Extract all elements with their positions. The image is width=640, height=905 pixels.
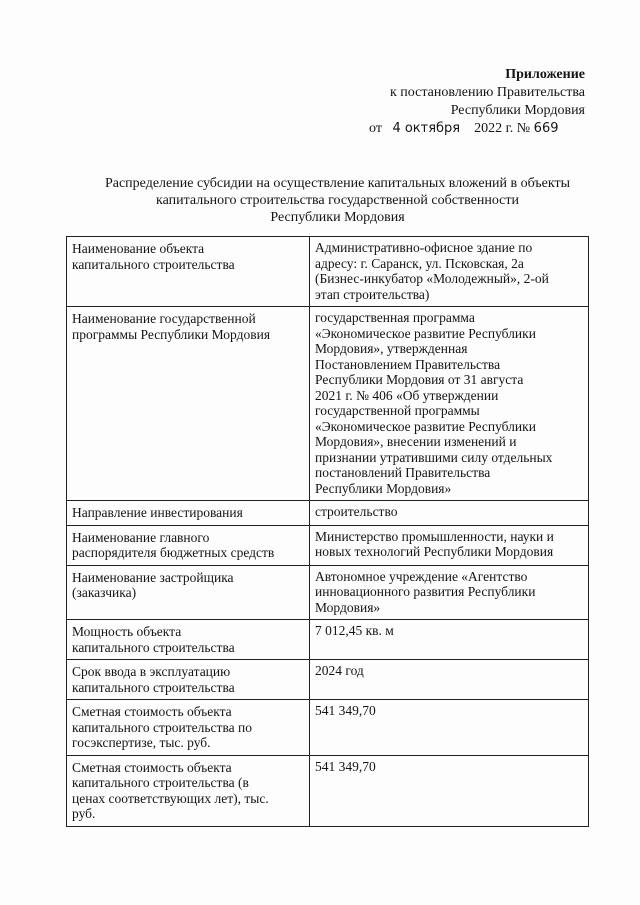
row-label-line: капитального строительства [72, 679, 235, 695]
table-row [67, 525, 589, 565]
row-label [67, 565, 310, 620]
row-value-line: Административно-офисное здание по [315, 240, 533, 255]
row-value-line: Республики Мордовия» [315, 480, 452, 496]
row-label-line: капитального строительства [72, 256, 235, 272]
row-value [310, 307, 589, 501]
row-label-line: Сметная стоимость объекта [72, 759, 232, 775]
order-date: 4 октября [392, 121, 461, 136]
row-value [310, 620, 589, 660]
row-value [310, 660, 589, 700]
row-value-line: Постановлением Правительства [315, 356, 501, 372]
row-value-line: «Экономическое развитие Республики [315, 325, 536, 341]
row-value [310, 501, 589, 526]
table-row [67, 620, 589, 660]
row-value-line: адресу: г. Саранск, ул. Псковская, 2а [315, 255, 524, 271]
row-value-line: инновационного развития Республики [315, 584, 536, 599]
row-label-line: программы Республики Мордовия [72, 326, 271, 342]
row-label [67, 660, 310, 700]
row-value-line: «Экономическое развитие Республики [315, 418, 536, 434]
subsidy-object-table [66, 236, 589, 827]
row-value-line: государственная программа [315, 310, 475, 325]
appendix-line-1: к постановлению Правительства [389, 85, 585, 100]
table-row [67, 700, 589, 756]
table-row [67, 660, 589, 700]
table-body [67, 237, 589, 827]
table-row [67, 755, 589, 826]
row-value-line: признании утратившими силу отдельных [315, 449, 553, 465]
table-row [67, 501, 589, 526]
row-label-line: капитального строительства [72, 639, 235, 655]
row-label-line: Наименование застройщика [72, 569, 234, 585]
row-label-line: Срок ввода в эксплуатацию [72, 664, 231, 679]
table-row [67, 237, 589, 307]
title-line-1: Распределение субсидии на осуществление капитальных вложений в объекты [104, 176, 571, 191]
row-value-line: государственной программы [315, 403, 480, 418]
row-label-line: капитального строительства (в [72, 775, 249, 790]
row-label [67, 525, 310, 565]
row-value [310, 237, 589, 307]
row-label [67, 307, 310, 501]
row-value-line: 541 349,70 [315, 703, 376, 718]
row-value-line: 541 349,70 [315, 758, 376, 774]
row-value-line: новых технологий Республики Мордовия [315, 544, 554, 559]
title-line-3: Республики Мордовия [270, 210, 405, 225]
table-row [67, 307, 589, 501]
row-label-line: руб. [72, 806, 96, 821]
order-number: 669 [533, 121, 559, 136]
row-value [310, 700, 589, 756]
row-label [67, 700, 310, 756]
row-value-line: 7 012,45 кв. м [315, 623, 394, 638]
row-value-line: строительство [315, 504, 398, 519]
row-label-line: Наименование объекта [72, 241, 205, 256]
row-value-line: Республики Мордовия от 31 августа [315, 372, 524, 387]
table-row [67, 565, 589, 620]
row-label [67, 501, 310, 526]
row-label-line: (заказчика) [72, 585, 137, 600]
row-value-line: постановлений Правительства [315, 465, 491, 480]
row-value-line: Министерство промышленности, науки и [315, 528, 554, 544]
row-value-line: Мордовия», утвержденная [315, 341, 468, 356]
row-label-line: Сметная стоимость объекта [72, 704, 232, 719]
row-value [310, 565, 589, 620]
row-label-line: капитального строительства по [72, 719, 252, 735]
title-line-2: капитального строительства государственной собственности [155, 193, 519, 208]
row-value-line: Мордовия», внесении изменений и [315, 434, 517, 449]
order-reference [369, 121, 559, 137]
row-value-line: Мордовия» [315, 599, 381, 615]
row-value [310, 755, 589, 826]
document-title [70, 175, 605, 226]
row-label-line: Направление инвестирования [72, 505, 243, 520]
row-label [67, 237, 310, 307]
row-value-line: 2021 г. № 406 «Об утверждении [315, 387, 499, 403]
order-year: 2022 г. № [474, 121, 531, 136]
row-label-line: Наименование главного [72, 529, 210, 545]
row-value-line: (Бизнес-инкубатор «Молодежный», 2-ой [315, 271, 549, 286]
row-label [67, 755, 310, 826]
row-value-line: этап строительства) [315, 286, 430, 302]
appendix-label: Приложение [505, 67, 585, 82]
row-value-line: Автономное учреждение «Агентство [315, 568, 528, 584]
row-label-line: распорядителя бюджетных средств [72, 545, 275, 560]
row-value-line: 2024 год [315, 663, 364, 678]
appendix-line-2: Республики Мордовия [450, 103, 585, 118]
row-label-line: Мощность объекта [72, 624, 182, 639]
row-label-line: Наименование государственной [72, 311, 256, 326]
order-prefix: от [369, 121, 382, 136]
row-value [310, 525, 589, 565]
row-label-line: госэкспертизе, тыс. руб. [72, 735, 211, 750]
row-label [67, 620, 310, 660]
row-label-line: ценах соответствующих лет), тыс. [72, 790, 269, 806]
appendix-header [285, 66, 585, 120]
